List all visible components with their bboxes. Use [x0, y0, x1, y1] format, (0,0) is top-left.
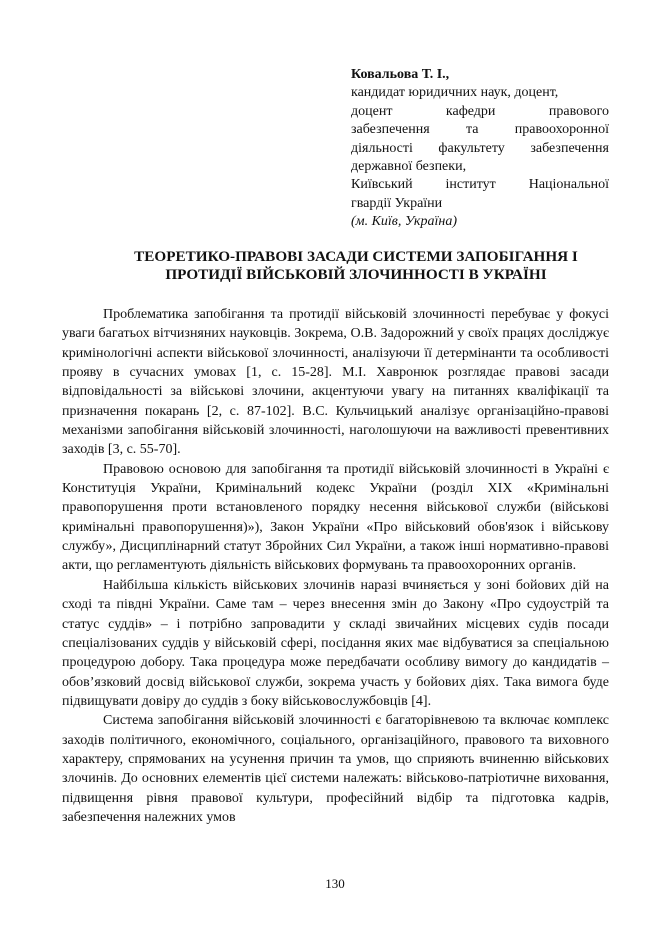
page-number: 130: [325, 876, 345, 891]
paragraph-2: Правовою основою для запобігання та протидії військовій злочинності в Україні є Конституція України, Кримінальний кодекс України (розділ XIX «Кримінальні правопорушення проти встановленого порядку несення військової служби (військові кримінальні правопорушення)»), Закон України «Про військовий обов'язок і військову службу», Дисциплінарний статут Збройних Сил України, а також інші нормативно-правові акти, що регламентують діяльність військових формувань та правоохоронних органів.: [62, 461, 609, 574]
article-body: [62, 305, 609, 827]
author-position-line-4: державної безпеки,: [351, 159, 467, 175]
author-degree: кандидат юридичних наук, доцент,: [351, 85, 559, 101]
author-name: Ковальова Т. І.,: [351, 67, 450, 82]
paragraph-4: Система запобігання військовій злочинності є багаторівневою та включає комплекс заходів політичного, економічного, соціального, організаційного, правового та виховного характеру, спрямованих на усунення причин та умов, що сприяють вчиненню військових злочинів. До основних елементів цієї системи належать: військово-патріотичне виховання, підвищення рівня правової культури, професійний відбір та підготовка кадрів, забезпечення належних умов: [62, 713, 609, 825]
author-position-line-3: діяльності факультету забезпечення: [351, 140, 609, 156]
article-title: ТЕОРЕТИКО-ПРАВОВІ ЗАСАДИ СИСТЕМИ ЗАПОБІГАННЯ І ПРОТИДІЇ ВІЙСЬКОВІЙ ЗЛОЧИННОСТІ В УКРАЇНІ: [134, 248, 578, 283]
author-position-line-1: доцент кафедри правового: [351, 103, 609, 119]
author-institution-line-1: Київський інститут Національної: [351, 177, 609, 193]
author-location: (м. Київ, Україна): [351, 214, 457, 230]
author-institution-line-2: гвардії України: [351, 195, 443, 211]
author-position-line-2: забезпечення та правоохоронної: [351, 122, 609, 138]
paragraph-1: Проблематика запобігання та протидії військовій злочинності перебуває у фокусі уваги багатьох вітчизняних науковців. Зокрема, О.В. Задорожний у своїх працях досліджує кримінологічні аспекти військової злочинності, аналізуючи її детермінанти та особливості прояву в сучасних умовах [1, с. 15-28]. М.І. Хавронюк розглядає правові засади відповідальності за військові злочини, акцентуючи увагу на питаннях кваліфікації та призначення покарань [2, с. 87-102]. В.С. Кульчицький аналізує організаційно-правові механізми запобігання військовій злочинності, наголошуючи на важливості превентивних заходів [3, с. 55-70].: [62, 307, 609, 458]
author-block: [351, 66, 609, 232]
paragraph-3: Найбільша кількість військових злочинів наразі вчиняється у зоні бойових дій на сході та півдні України. Саме там – через внесення змін до Закону «Про судоустрій та статус суддів» – і потрібно запровадити у складі звичайних місцевих судів посади спеціалізованих суддів у військовій сфері, посідання яких має відбуватися за спеціальною процедурою добору. Така процедура може передбачати особливу вимогу до кандидатів – обов’язковий досвід військової служби, зокрема участь у бойових діях. Така вимога буде підвищувати довіру до суддів з боку військовослужбовців [4].: [62, 577, 609, 709]
